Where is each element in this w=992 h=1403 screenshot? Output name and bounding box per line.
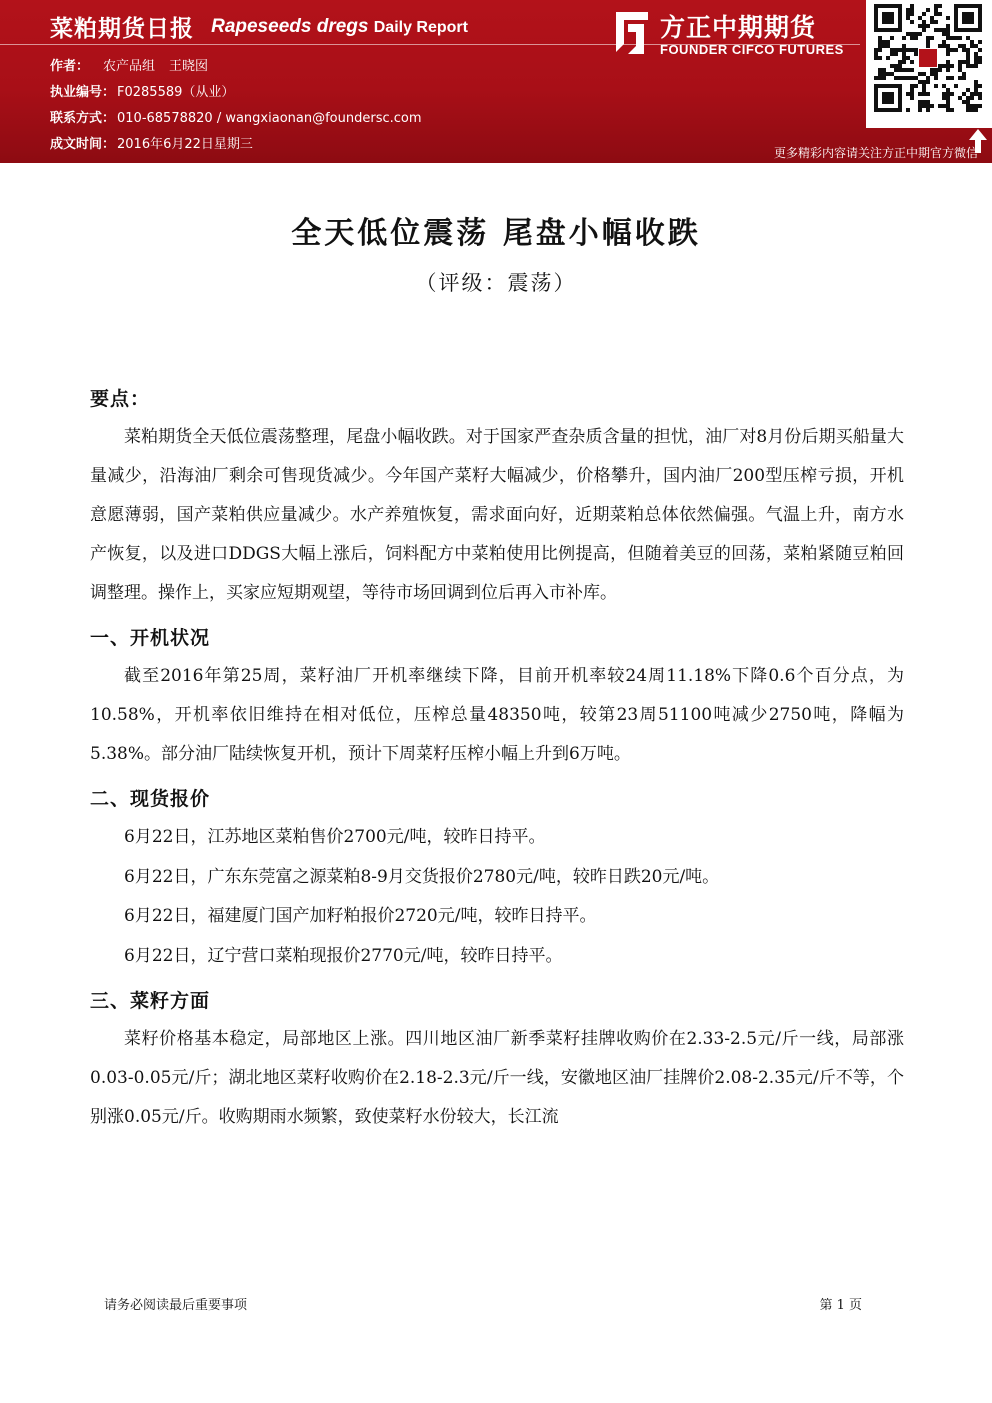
logo-cn-text: 方正中期期货 xyxy=(660,13,817,42)
report-header xyxy=(0,0,992,163)
date-row xyxy=(50,132,422,158)
contact-label: 联系方式： xyxy=(50,111,116,126)
footer-notice: 请务必阅读最后重要事项 xyxy=(104,1298,248,1313)
spot-line: 6月22日，江苏地区菜粕售价2700元/吨，较昨日持平。 xyxy=(124,827,546,847)
spot-heading: 二、现货报价 xyxy=(90,788,211,810)
report-body xyxy=(90,382,904,1137)
author-name: 王晓囡 xyxy=(169,59,209,74)
spot-line: 6月22日，广东东莞富之源菜粕8-9月交货报价2780元/吨，较昨日跌20元/吨。 xyxy=(124,866,720,887)
report-main-title: 全天低位震荡 尾盘小幅收跌 xyxy=(291,216,701,251)
logo-en-text: FOUNDER CIFCO FUTURES xyxy=(660,42,844,57)
author-group: 农产品组 xyxy=(103,59,156,74)
license-row xyxy=(50,80,422,106)
report-title-en-suffix: Daily Report xyxy=(373,18,468,36)
wechat-qr-code xyxy=(866,0,992,128)
author-label: 作者： xyxy=(50,59,90,74)
operation-paragraph: 截至2016年第25周，菜籽油厂开机率继续下降，目前开机率较24周11.18%下降0.6个百分点，为10.58%，开机率依旧维持在相对低位，压榨总量48350吨，较第23周51100吨减少2750吨，降幅为5.38%。部分油厂陆续恢复开机，预计下周菜籽压榨小幅上升到6万吨。 xyxy=(90,666,904,764)
company-logo xyxy=(602,6,862,62)
report-title-zh: 菜粕期货日报 xyxy=(50,16,194,42)
rapeseed-heading: 三、菜籽方面 xyxy=(90,990,211,1012)
license-label: 执业编号： xyxy=(50,85,116,100)
wechat-tip: 更多精彩内容请关注方正中期官方微信 xyxy=(773,146,978,160)
report-title-en-main: Rapeseeds dregs xyxy=(211,15,369,37)
contact-row xyxy=(50,106,422,132)
date-value: 2016年6月22日星期三 xyxy=(117,137,253,152)
rapeseed-paragraph: 菜籽价格基本稳定，局部地区上涨。四川地区油厂新季菜籽挂牌收购价在2.33-2.5元/斤一线，局部涨0.03-0.05元/斤；湖北地区菜籽收购价在2.18-2.3元/斤一线，安徽地区油厂挂牌价2.08-2.35元/斤不等，个别涨0.05元/斤。收购期雨水频繁，致使菜籽水份较大，长江流 xyxy=(90,1029,904,1127)
report-title-en xyxy=(211,16,468,37)
key-points-heading: 要点： xyxy=(90,388,151,410)
spot-line: 6月22日，辽宁营口菜粕现报价2770元/吨，较昨日持平。 xyxy=(124,945,563,966)
license-value: F0285589（从业） xyxy=(117,85,235,100)
report-rating: （评级：震荡） xyxy=(415,271,577,295)
founder-logo-icon xyxy=(602,8,652,58)
author-meta xyxy=(50,54,422,158)
spot-line: 6月22日，福建厦门国产加籽粕报价2720元/吨，较昨日持平。 xyxy=(124,906,597,926)
date-label: 成文时间： xyxy=(50,137,116,152)
author-row xyxy=(50,54,422,80)
operation-heading: 一、开机状况 xyxy=(90,627,211,649)
key-points-paragraph: 菜粕期货全天低位震荡整理，尾盘小幅收跌。对于国家严查杂质含量的担忧，油厂对8月份后期买船量大量减少，沿海油厂剩余可售现货减少。今年国产菜籽大幅减少，价格攀升，国内油厂200型压榨亏损，开机意愿薄弱，国产菜粕供应量减少。水产养殖恢复，需求面向好，近期菜粕总体依然偏强。气温上升，南方水产恢复，以及进口DDGS大幅上涨后，饲料配方中菜粕使用比例提高，但随着美豆的回荡，菜粕紧随豆粕回调整理。操作上，买家应短期观望，等待市场回调到位后再入市补库。 xyxy=(90,427,904,603)
qr-code-icon xyxy=(874,4,984,116)
footer-page-number: 第 1 页 xyxy=(819,1298,862,1313)
contact-value: 010-68578820 / wangxiaonan@foundersc.com xyxy=(117,111,422,126)
report-title-row xyxy=(50,10,468,43)
